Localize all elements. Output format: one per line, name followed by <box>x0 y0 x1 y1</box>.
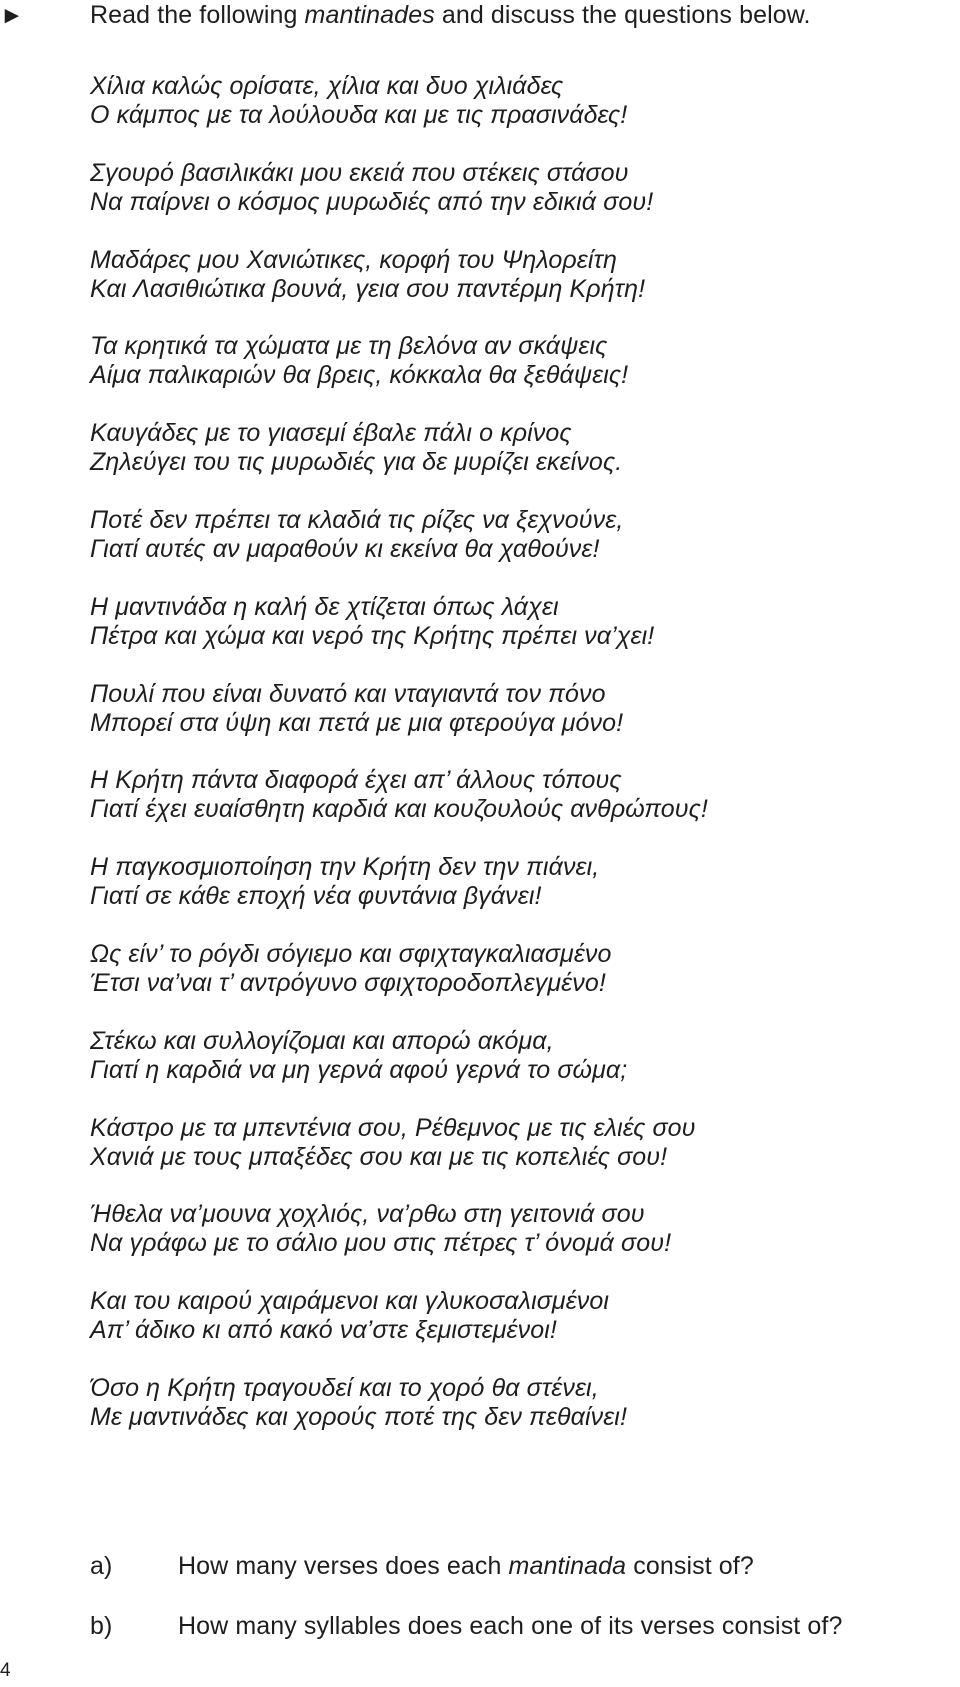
mantinada-verse: Πουλί που είναι δυνατό και νταγιαντά τον πόνο <box>90 679 606 708</box>
mantinada-verse: Γιατί έχει ευαίσθητη καρδιά και κουζουλούς ανθρώπους! <box>90 795 708 824</box>
mantinada-stanza <box>90 940 708 998</box>
mantinada-verse: Ήθελα να’μουνα χοχλιός, να’ρθω στη γειτονιά σου <box>90 1200 645 1229</box>
mantinades-list <box>90 72 708 1461</box>
mantinada-stanza <box>90 1200 708 1258</box>
mantinada-stanza <box>90 1374 708 1432</box>
mantinada-stanza <box>90 506 708 564</box>
mantinada-verse: Ο κάμπος με τα λούλουδα και με τις πρασινάδες! <box>90 101 628 129</box>
mantinada-verse: Ως είν’ το ρόγδι σόγιεμο και σφιχταγκαλιασμένο <box>90 939 612 968</box>
intro-instruction <box>90 0 811 30</box>
mantinada-stanza <box>90 680 708 738</box>
question-text <box>178 1611 842 1641</box>
mantinada-stanza <box>90 1027 708 1085</box>
mantinada-verse: Καυγάδες με το γιασεμί έβαλε πάλι ο κρίνος <box>90 419 572 448</box>
mantinada-stanza <box>90 419 708 477</box>
mantinada-verse: Μαδάρες μου Χανιώτικες, κορφή του Ψηλορείτη <box>90 245 617 274</box>
intro-text-italic: mantinades <box>304 1 435 29</box>
mantinada-verse: Απ’ άδικο κι από κακό να’στε ξεμιστεμένοι! <box>90 1316 557 1345</box>
mantinada-verse: Η μαντινάδα η καλή δε χτίζεται όπως λάχει <box>90 592 559 621</box>
mantinada-verse: Μπορεί στα ύψη και πετά με μια φτερούγα μόνο! <box>90 708 624 737</box>
mantinada-verse: Η παγκοσμιοποίηση την Κρήτη δεν την πιάνει, <box>90 853 600 882</box>
mantinada-verse: Γιατί η καρδιά να μη γερνά αφού γερνά το σώμα; <box>90 1055 628 1084</box>
mantinada-stanza <box>90 1287 708 1345</box>
mantinada-stanza <box>90 72 708 130</box>
question-text-italic: mantinada <box>508 1552 627 1580</box>
mantinada-stanza <box>90 1114 708 1172</box>
mantinada-verse: Κάστρο με τα μπεντένια σου, Ρέθεμνος με τις ελιές σου <box>90 1113 696 1142</box>
mantinada-verse: Και Λασιθιώτικα βουνά, γεια σου παντέρμη Κρήτη! <box>90 274 646 303</box>
mantinada-verse: Γιατί σε κάθε εποχή νέα φυντάνια βγάνει! <box>90 882 542 911</box>
intro-text-before: Read the following <box>90 1 305 29</box>
mantinada-verse: Έτσι να’ναι τ’ αντρόγυνο σφιχτοροδοπλεγμένο! <box>90 968 606 997</box>
mantinada-verse: Γιατί αυτές αν μαραθούν κι εκείνα θα χαθούνε! <box>90 534 600 563</box>
question-text-after: consist of? <box>626 1552 754 1580</box>
mantinada-stanza <box>90 332 708 390</box>
mantinada-stanza <box>90 766 708 824</box>
mantinada-stanza <box>90 246 708 304</box>
mantinada-verse: Και του καιρού χαιράμενοι και γλυκοσαλισμένοι <box>90 1287 610 1316</box>
mantinada-verse: Στέκω και συλλογίζομαι και απορώ ακόμα, <box>90 1026 554 1055</box>
question-text <box>178 1551 754 1581</box>
mantinada-stanza <box>90 853 708 911</box>
mantinada-verse: Χίλια καλώς ορίσατε, χίλια και δυο χιλιάδες <box>90 72 564 100</box>
mantinada-stanza <box>90 593 708 651</box>
question-text-before: How many syllables does each one of its verses consist of? <box>178 1612 843 1640</box>
mantinada-verse: Με μαντινάδες και χορούς ποτέ της δεν πεθαίνει! <box>90 1402 628 1431</box>
mantinada-verse: Σγουρό βασιλικάκι μου εκειά που στέκεις στάσου <box>90 158 629 187</box>
mantinada-verse: Τα κρητικά τα χώματα με τη βελόνα αν σκάψεις <box>90 332 608 361</box>
intro-text-after: and discuss the questions below. <box>434 1 811 29</box>
mantinada-verse: Να παίρνει ο κόσμος μυρωδιές από την εδικιά σου! <box>90 187 654 216</box>
mantinada-verse: Πέτρα και χώμα και νερό της Κρήτης πρέπει να’χει! <box>90 621 655 650</box>
mantinada-verse: Ποτέ δεν πρέπει τα κλαδιά τις ρίζες να ξεχνούνε, <box>90 505 624 534</box>
question-letter: b) <box>90 1612 113 1640</box>
mantinada-verse: Χανιά με τους μπαξέδες σου και με τις κοπελιές σου! <box>90 1142 668 1171</box>
mantinada-verse: Ζηλεύγει του τις μυρωδιές για δε μυρίζει εκείνος. <box>90 448 623 477</box>
question-letter: a) <box>90 1552 113 1580</box>
question-text-before: How many verses does each <box>178 1552 509 1580</box>
mantinada-verse: Αίμα παλικαριών θα βρεις, κόκκαλα θα ξεθάψεις! <box>90 361 629 390</box>
page-number: 4 <box>0 1660 11 1681</box>
mantinada-verse: Η Κρήτη πάντα διαφορά έχει απ’ άλλους τόπους <box>90 766 622 795</box>
mantinada-verse: Όσο η Κρήτη τραγουδεί και το χορό θα στένει, <box>90 1373 599 1402</box>
bullet-arrow-icon: ► <box>0 2 24 29</box>
mantinada-stanza <box>90 159 708 217</box>
mantinada-verse: Να γράφω με το σάλιο μου στις πέτρες τ’ όνομά σου! <box>90 1229 672 1258</box>
